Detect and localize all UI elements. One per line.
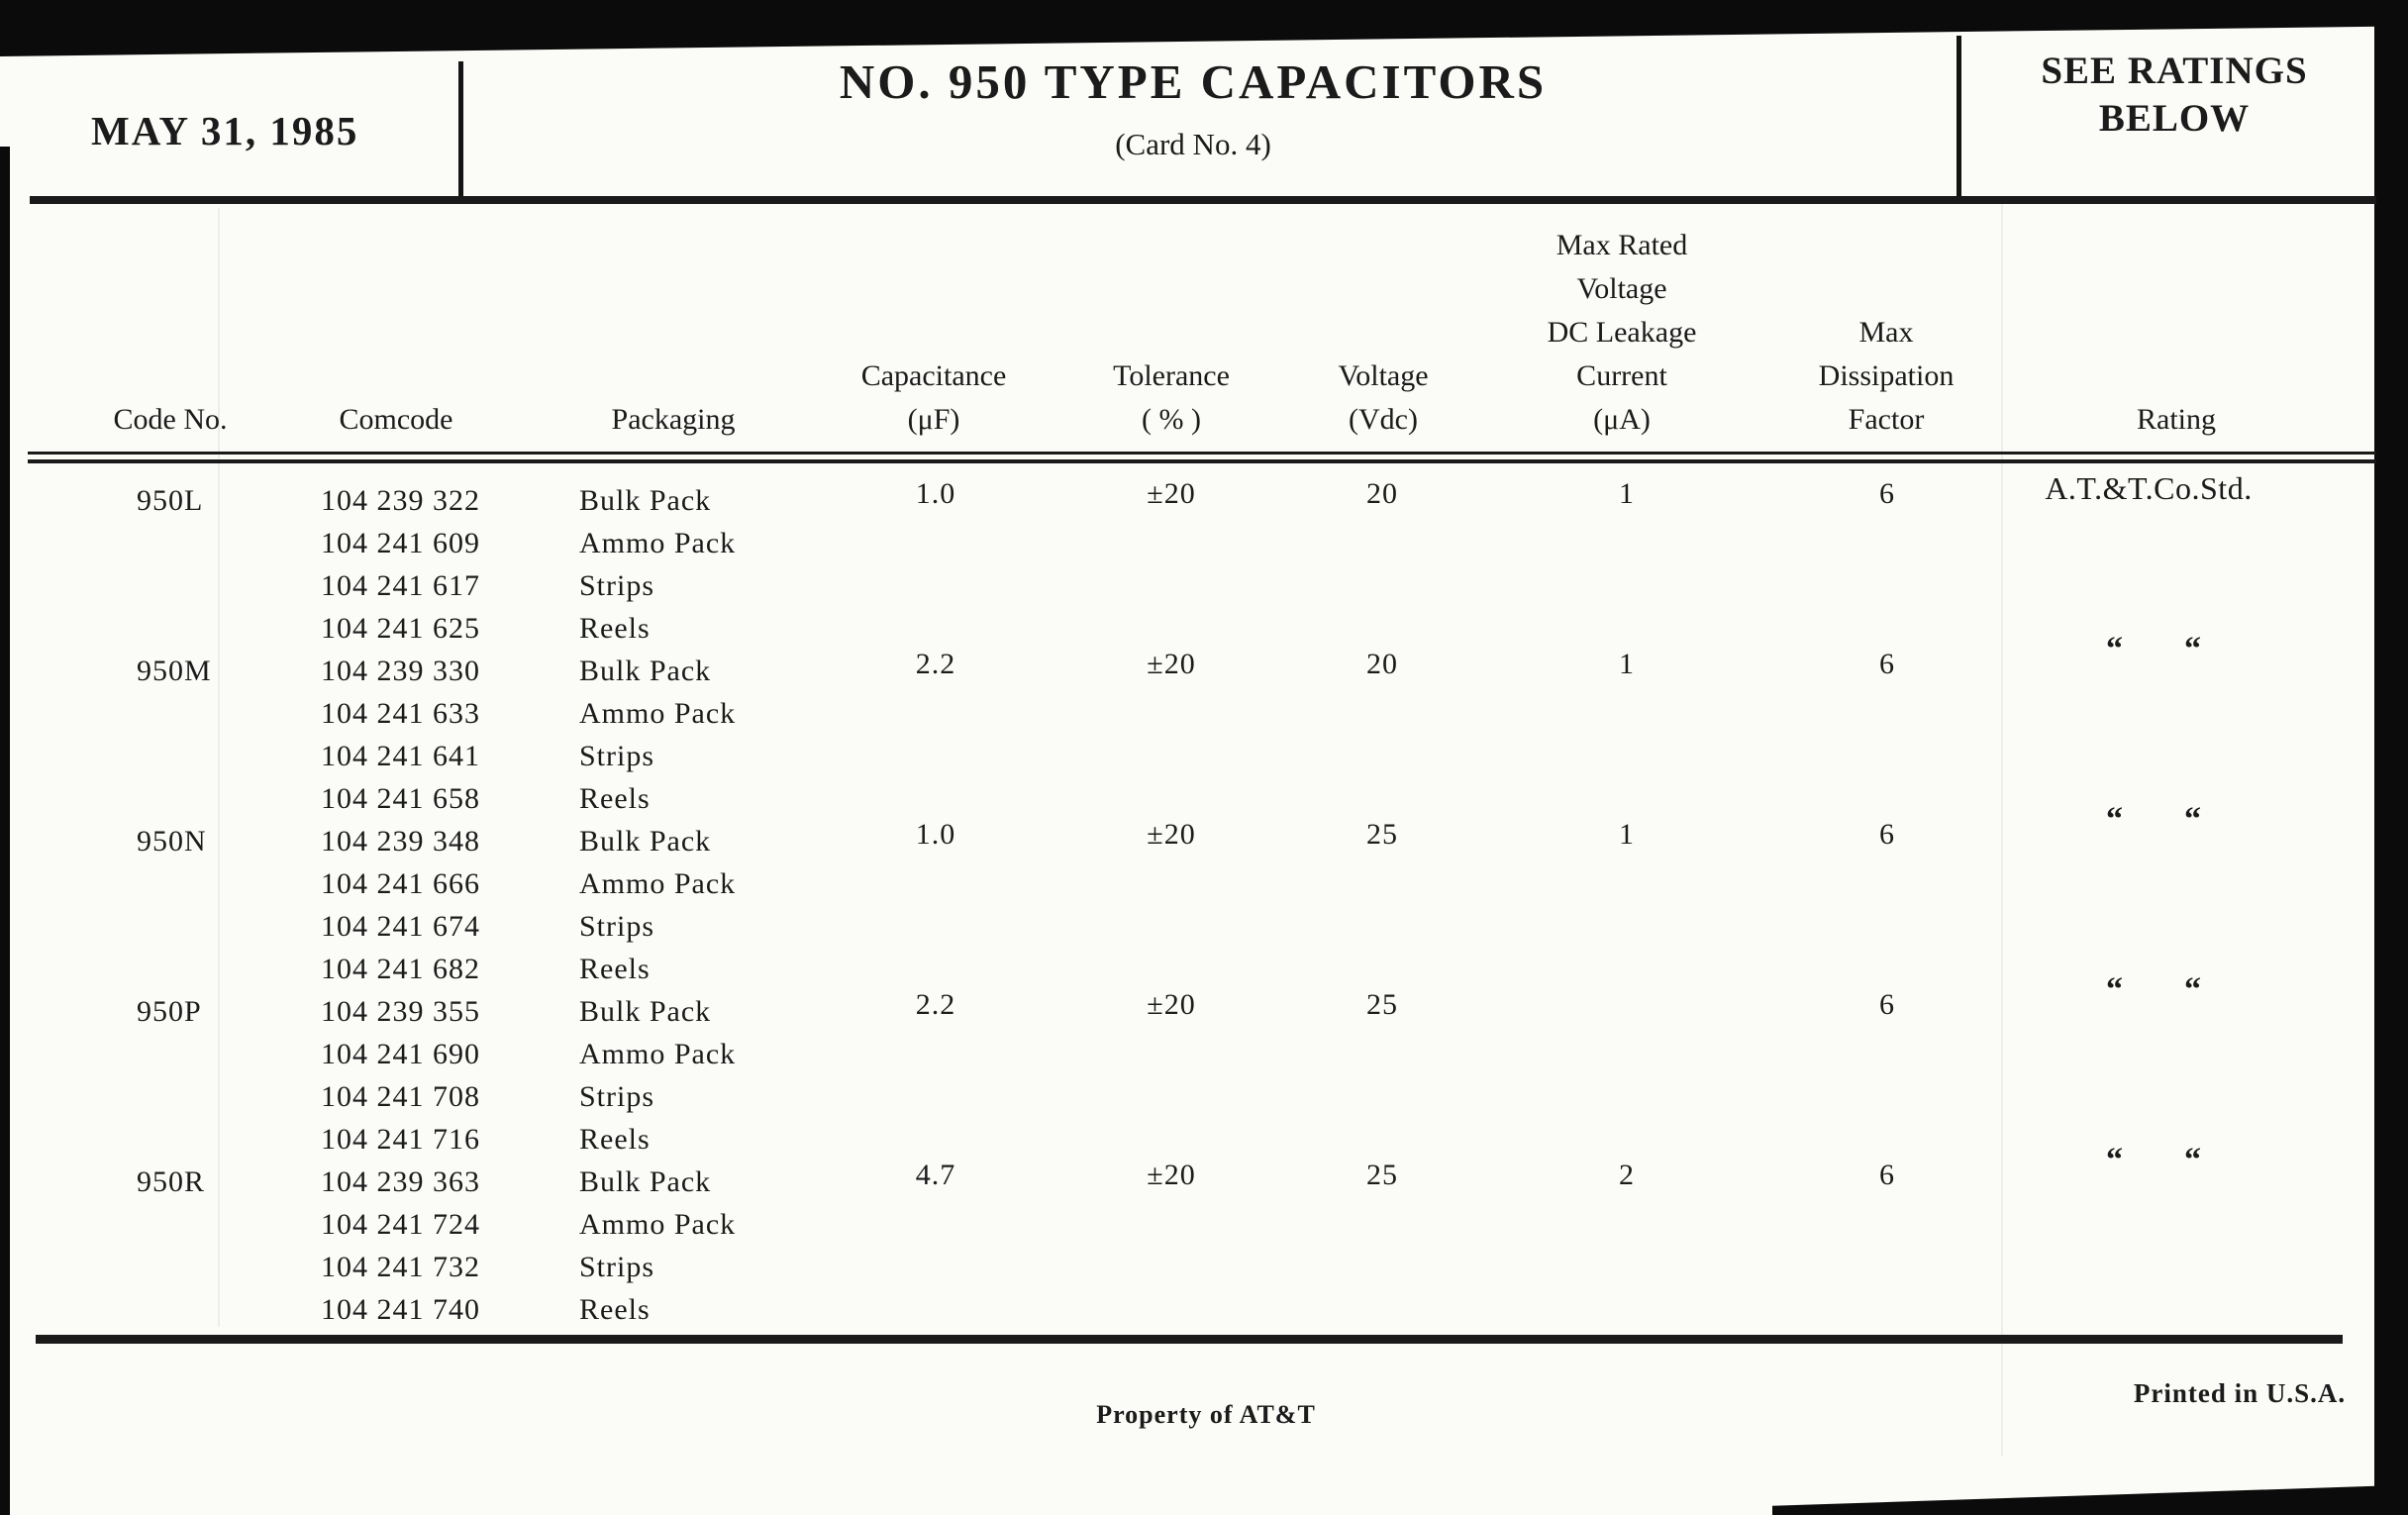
column-header-line: Tolerance: [1113, 359, 1230, 392]
cell-voltage: 20: [1366, 477, 1398, 510]
ditto-mark: “: [2184, 801, 2201, 838]
cell-leakage-current: 2: [1619, 1159, 1635, 1191]
see-ratings-line-2: BELOW: [2098, 97, 2251, 140]
cell-dissipation-factor: 6: [1879, 648, 1895, 680]
page-title: NO. 950 TYPE CAPACITORS: [839, 54, 1548, 109]
cell-leakage-current: 1: [1619, 648, 1635, 680]
scan-right-edge: [2374, 20, 2408, 1515]
column-header-line: Current: [1576, 359, 1667, 392]
cell-voltage: 20: [1366, 648, 1398, 680]
column-header-line: Rating: [2137, 403, 2216, 436]
cell-packaging: Bulk Pack: [579, 825, 712, 858]
cell-packaging: Bulk Pack: [579, 484, 712, 517]
cell-voltage: 25: [1366, 818, 1398, 851]
cell-packaging: Ammo Pack: [579, 867, 737, 900]
cell-packaging: Reels: [579, 1293, 651, 1326]
cell-voltage: 25: [1366, 1159, 1398, 1191]
cell-leakage-current: 1: [1619, 818, 1635, 851]
cell-comcode: 104 239 363: [321, 1165, 480, 1198]
column-header-packaging: [612, 398, 736, 442]
see-ratings-line-1: SEE RATINGS: [2041, 50, 2308, 92]
header-separator-rule-top: [28, 452, 2376, 454]
cell-packaging: Bulk Pack: [579, 655, 712, 687]
cell-comcode: 104 239 348: [321, 825, 480, 858]
cell-capacitance: 2.2: [915, 988, 956, 1021]
column-header-line: Factor: [1848, 403, 1925, 436]
column-header-line: (Vdc): [1349, 403, 1418, 436]
cell-code-no: 950P: [137, 995, 202, 1028]
column-header-voltage: [1338, 354, 1428, 442]
see-ratings-note: [2041, 48, 2307, 143]
cell-comcode: 104 241 641: [321, 740, 480, 772]
cell-packaging: Ammo Pack: [579, 1038, 737, 1070]
cell-tolerance: ±20: [1147, 648, 1196, 680]
cell-comcode: 104 241 708: [321, 1080, 480, 1113]
cell-comcode: 104 241 682: [321, 953, 480, 985]
cell-comcode: 104 239 355: [321, 995, 480, 1028]
paper-fold-line-right: [2001, 198, 2003, 1456]
ditto-mark: “: [2106, 1142, 2123, 1178]
column-header-line: Comcode: [339, 403, 453, 436]
cell-voltage: 25: [1366, 988, 1398, 1021]
cell-comcode: 104 241 658: [321, 782, 480, 815]
cell-tolerance: ±20: [1147, 1159, 1196, 1191]
cell-comcode: 104 239 330: [321, 655, 480, 687]
column-header-line: Max: [1858, 316, 1914, 349]
cell-rating-ditto: [2106, 971, 2201, 1009]
ditto-mark: “: [2106, 971, 2123, 1008]
cell-comcode: 104 241 666: [321, 867, 480, 900]
cell-dissipation-factor: 6: [1879, 988, 1895, 1021]
ditto-mark: “: [2106, 801, 2123, 838]
column-header-code: [114, 398, 228, 442]
cell-capacitance: 1.0: [915, 477, 956, 510]
cell-rating-ditto: [2106, 1142, 2201, 1179]
cell-comcode: 104 241 674: [321, 910, 480, 943]
cell-capacitance: 4.7: [915, 1159, 956, 1191]
column-header-line: Max Rated: [1555, 229, 1688, 261]
cell-comcode: 104 241 609: [321, 527, 480, 559]
ditto-mark: “: [2184, 971, 2201, 1008]
cell-packaging: Reels: [579, 953, 651, 985]
cell-capacitance: 2.2: [915, 648, 956, 680]
column-header-tolerance: [1113, 354, 1230, 442]
cell-packaging: Strips: [579, 740, 655, 772]
cell-comcode: 104 239 322: [321, 484, 480, 517]
cell-code-no: 950L: [137, 484, 204, 517]
column-header-line: DC Leakage: [1547, 316, 1697, 349]
cell-comcode: 104 241 740: [321, 1293, 480, 1326]
printed-in-usa-notice: Printed in U.S.A.: [2133, 1378, 2347, 1408]
cell-rating-ditto: [2106, 801, 2201, 839]
column-header-line: Capacitance: [860, 359, 1007, 392]
cell-packaging: Strips: [579, 569, 655, 602]
ditto-mark: “: [2184, 631, 2201, 667]
cell-code-no: 950R: [137, 1165, 206, 1198]
paper-fold-line-left: [218, 208, 220, 1327]
cell-comcode: 104 241 716: [321, 1123, 480, 1156]
cell-comcode: 104 241 633: [321, 697, 480, 730]
cell-packaging: Ammo Pack: [579, 697, 737, 730]
cell-rating-ditto: [2106, 631, 2201, 668]
cell-packaging: Strips: [579, 1251, 655, 1283]
cell-comcode: 104 241 732: [321, 1251, 480, 1283]
scan-left-edge: [0, 147, 10, 1515]
cell-comcode: 104 241 690: [321, 1038, 480, 1070]
header-separator-rule-bottom: [28, 459, 2376, 463]
header-divider-left: [458, 61, 463, 200]
cell-code-no: 950N: [137, 825, 207, 858]
cell-tolerance: ±20: [1147, 988, 1196, 1021]
cell-packaging: Strips: [579, 910, 655, 943]
cell-packaging: Reels: [579, 612, 651, 645]
cell-rating: A.T.&T.Co.Std.: [2045, 470, 2253, 506]
header-rule: [30, 196, 2376, 204]
column-header-line: Packaging: [611, 403, 736, 436]
column-header-line: Dissipation: [1818, 359, 1955, 392]
property-notice: Property of AT&T: [1096, 1400, 1316, 1429]
column-header-capacitance: [861, 354, 1007, 442]
card-date: MAY 31, 1985: [91, 108, 359, 153]
column-header-line: Code No.: [113, 403, 228, 436]
cell-packaging: Bulk Pack: [579, 1165, 712, 1198]
column-header-line: (μA): [1593, 403, 1651, 436]
cell-leakage-current: 1: [1619, 477, 1635, 510]
column-header-comcode: [340, 398, 453, 442]
cell-tolerance: ±20: [1147, 818, 1196, 851]
cell-comcode: 104 241 617: [321, 569, 480, 602]
cell-packaging: Strips: [579, 1080, 655, 1113]
cell-dissipation-factor: 6: [1879, 1159, 1895, 1191]
ditto-mark: “: [2184, 1142, 2201, 1178]
card-number: (Card No. 4): [1115, 127, 1271, 161]
column-header-line: ( % ): [1142, 403, 1201, 436]
cell-dissipation-factor: 6: [1879, 818, 1895, 851]
column-header-line: Voltage: [1576, 272, 1667, 305]
column-header-dissipation: [1819, 311, 1955, 442]
table-bottom-rule: [36, 1335, 2343, 1344]
ditto-mark: “: [2106, 631, 2123, 667]
cell-comcode: 104 241 625: [321, 612, 480, 645]
cell-dissipation-factor: 6: [1879, 477, 1895, 510]
column-header-rating: [2137, 398, 2216, 442]
cell-capacitance: 1.0: [915, 818, 956, 851]
cell-code-no: 950M: [137, 655, 212, 687]
cell-tolerance: ±20: [1147, 477, 1196, 510]
scan-bottom-bar: [1772, 1482, 2408, 1515]
column-header-line: (μF): [907, 403, 960, 436]
cell-packaging: Ammo Pack: [579, 527, 737, 559]
cell-packaging: Reels: [579, 782, 651, 815]
column-header-leakage: [1548, 224, 1697, 442]
header-divider-right: [1956, 36, 1961, 200]
column-header-line: Voltage: [1338, 359, 1429, 392]
cell-packaging: Reels: [579, 1123, 651, 1156]
cell-packaging: Bulk Pack: [579, 995, 712, 1028]
cell-packaging: Ammo Pack: [579, 1208, 737, 1241]
cell-comcode: 104 241 724: [321, 1208, 480, 1241]
